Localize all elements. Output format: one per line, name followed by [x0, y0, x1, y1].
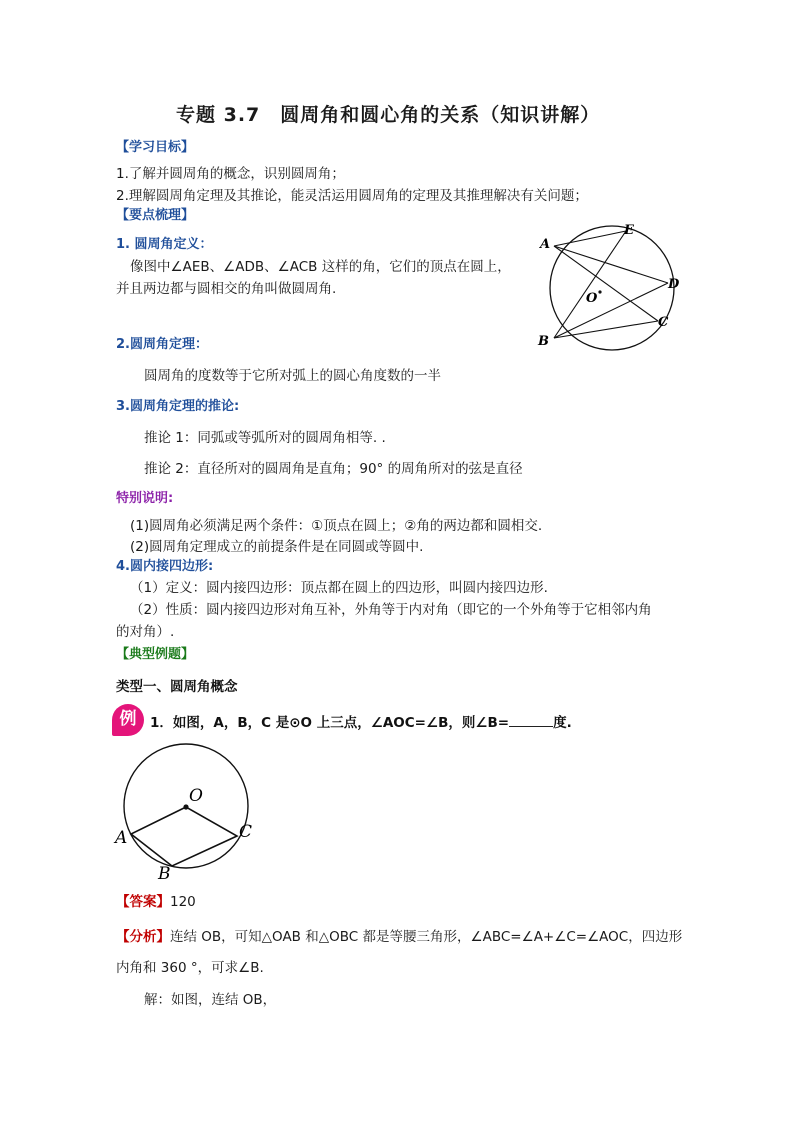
- answer-label: 【答案】: [116, 894, 170, 910]
- example-type-1: 类型一、圆周角概念: [116, 679, 238, 695]
- section-header-goals: 【学习目标】: [116, 140, 195, 155]
- analysis-label: 【分析】: [116, 929, 170, 945]
- answer-value: 120: [170, 894, 196, 910]
- corollary-1: 推论 1：同弧或等弧所对的圆周角相等. .: [144, 430, 386, 446]
- analysis-line-2: 内角和 360 °，可求∠B.: [116, 960, 264, 976]
- solution-start: 解：如图，连结 OB，: [144, 992, 277, 1008]
- section-header-examples: 【典型例题】: [116, 647, 195, 662]
- label-C: C: [239, 822, 253, 842]
- quadrilateral-title: 4.圆内接四边形:: [116, 559, 214, 574]
- label-C: C: [658, 315, 669, 330]
- question-suffix: 度.: [553, 715, 572, 731]
- line-BC: [554, 321, 658, 338]
- center-point-O: [183, 804, 188, 809]
- quadrilateral-definition: （1）定义：圆内接四边形：顶点都在圆上的四边形，叫圆内接四边形.: [130, 580, 548, 596]
- label-B: B: [158, 864, 171, 880]
- special-note-2: (2)圆周角定理成立的前提条件是在同圆或等圆中.: [130, 539, 424, 555]
- label-O: O: [189, 786, 203, 806]
- definition-title: 1. 圆周角定义：: [116, 237, 213, 252]
- quadrilateral-property-line-2: 的对角）.: [116, 624, 175, 640]
- analysis-text-1: 连结 OB，可知△OAB 和△OBC 都是等腰三角形，∠ABC=∠A+∠C=∠AOC，四边形: [170, 929, 683, 945]
- page-title: 专题 3.7 圆周角和圆心角的关系（知识讲解）: [176, 104, 601, 126]
- label-D: D: [668, 277, 680, 292]
- definition-line-1: 像图中∠AEB、∠ADB、∠ACB 这样的角，它们的顶点在圆上，: [130, 259, 511, 275]
- label-A: A: [540, 237, 551, 252]
- corollary-2: 推论 2：直径所对的圆周角是直角；90° 的周角所对的弦是直径: [144, 461, 523, 477]
- answer-line: [116, 890, 196, 910]
- example-question-1: [150, 711, 572, 731]
- label-O: O: [586, 291, 598, 306]
- definition-line-2: 并且两边都与圆相交的角叫做圆周角.: [116, 281, 337, 297]
- label-E: E: [624, 223, 634, 238]
- special-note-title: 特别说明:: [116, 491, 174, 506]
- question-text: 1．如图，A，B，C 是⊙O 上三点，∠AOC=∠B，则∠B=: [150, 715, 510, 731]
- label-B: B: [538, 334, 549, 349]
- label-A: A: [115, 828, 128, 848]
- corollary-title: 3.圆周角定理的推论:: [116, 399, 240, 414]
- theorem-title: 2.圆周角定理：: [116, 337, 208, 352]
- goal-item-1: 1.了解并圆周角的概念，识别圆周角；: [116, 166, 345, 182]
- line-AE: [554, 231, 626, 246]
- section-header-keypoints: 【要点梳理】: [116, 208, 195, 223]
- line-AD: [554, 246, 668, 283]
- example-badge: 例: [112, 704, 144, 736]
- quadrilateral-property-line-1: （2）性质：圆内接四边形对角互补，外角等于内对角（即它的一个外角等于它相邻内角: [130, 602, 652, 618]
- special-note-1: (1)圆周角必须满足两个条件：①顶点在圆上；②角的两边都和圆相交.: [130, 518, 543, 534]
- goal-item-2: 2.理解圆周角定理及其推论，能灵活运用圆周角的定理及其推理解决有关问题；: [116, 188, 588, 204]
- line-AC: [554, 246, 658, 321]
- theorem-text: 圆周角的度数等于它所对弧上的圆心角度数的一半: [144, 368, 441, 384]
- line-BD: [554, 283, 668, 338]
- analysis-line-1: [116, 925, 682, 945]
- center-point-O: [598, 290, 601, 293]
- answer-blank: [509, 714, 553, 727]
- example-circle-figure: [110, 740, 260, 880]
- inscribed-angle-figure: [528, 218, 698, 358]
